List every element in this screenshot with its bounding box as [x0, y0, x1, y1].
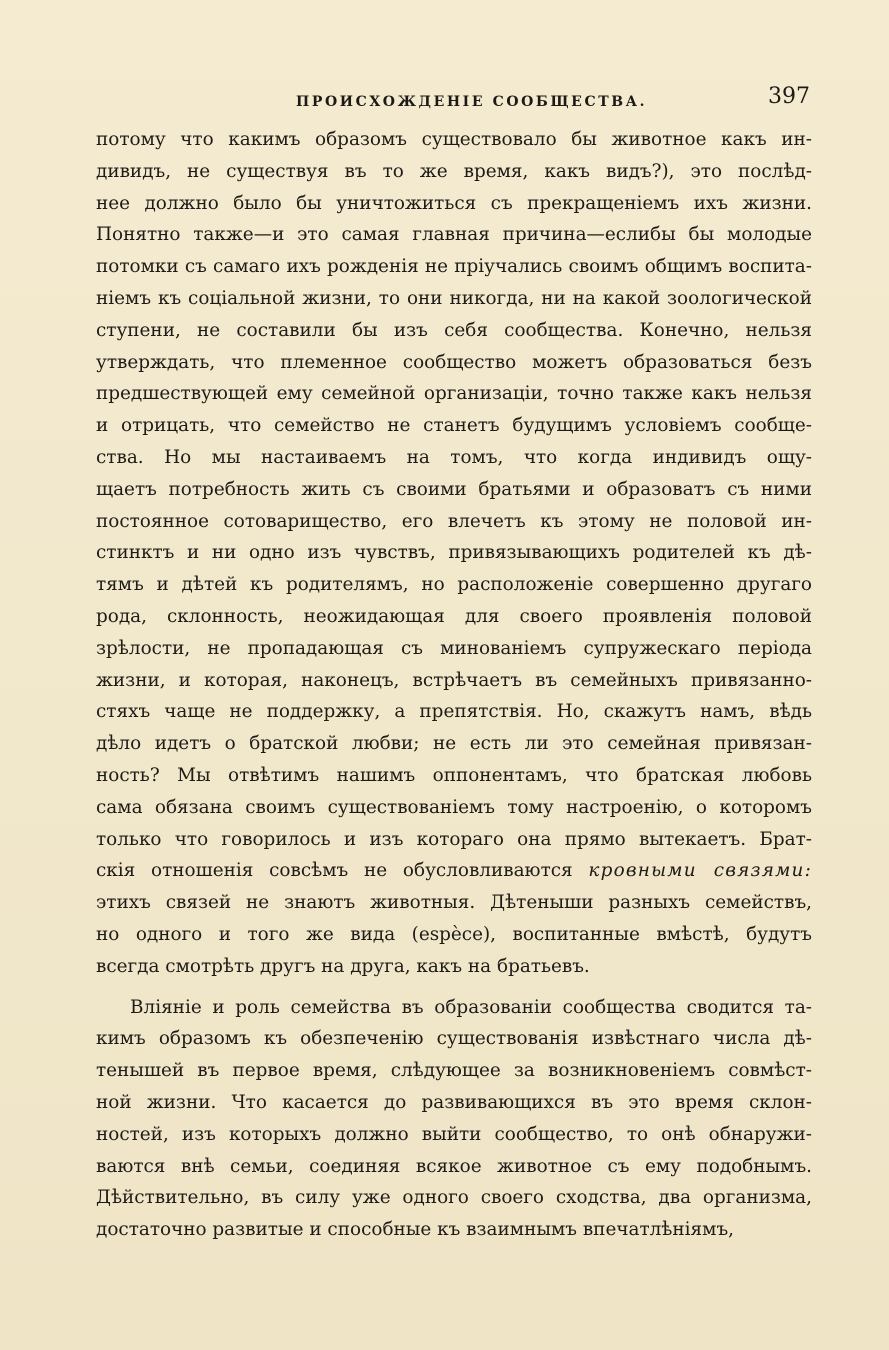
line-text: утверждать, что племенное сообщество можетъ образоваться безъ [96, 351, 812, 373]
paragraph-gap [96, 983, 812, 992]
text-line [96, 728, 812, 760]
running-title: ПРОИСХОЖДЕНІЕ СООБЩЕСТВА. [296, 94, 648, 110]
text-line [96, 410, 812, 442]
text-line [96, 992, 812, 1024]
line-text: всегда смотрѣть другъ на друга, какъ на братьевъ. [96, 955, 590, 977]
line-text: ступени, не составили бы изъ себя сообщества. Конечно, нельзя [96, 319, 812, 341]
line-text: потому что какимъ образомъ существовало бы животное какъ ин- [96, 129, 812, 150]
text-line [96, 1087, 812, 1119]
text-line [96, 124, 812, 156]
line-text: этихъ связей не знаютъ животныя. Дѣтеныши разныхъ семействъ, [96, 892, 812, 914]
text-line [96, 219, 812, 251]
line-text: Понятно также—и это самая главная причина—еслибы бы молодые [96, 224, 812, 246]
page-header [96, 84, 812, 116]
text-line [96, 951, 812, 983]
text-line [96, 378, 812, 410]
text-line [96, 1182, 812, 1214]
line-text: ства. Но мы настаиваемъ на томъ, что когда индивидъ ощу- [96, 446, 812, 468]
line-text: постоянное сотоварищество, его влечетъ къ этому не половой ин- [96, 510, 812, 532]
line-text: достаточно развитые и способные къ взаимнымъ впечатлѣніямъ, [96, 1219, 734, 1241]
text-line [96, 474, 812, 506]
line-text: дѣло идетъ о братской любви; не есть ли это семейная привязан- [96, 733, 812, 755]
line-text: тенышей въ первое время, слѣдующее за возникновеніемъ совмѣст- [96, 1060, 812, 1082]
text-line [96, 855, 812, 887]
page-number: 397 [768, 84, 810, 109]
line-text: нее должно было бы уничтожиться съ прекращеніемъ ихъ жизни. [96, 192, 812, 214]
line-text: ваются внѣ семьи, соединяя всякое животное съ ему подобнымъ. [96, 1155, 812, 1177]
line-text: предшествующей ему семейной организаціи, точно также какъ нельзя [96, 383, 812, 405]
paragraph [96, 992, 812, 1246]
line-text: потомки съ самаго ихъ рожденія не пріучались своимъ общимъ воспита- [96, 256, 812, 278]
line-text: ностей, изъ которыхъ должно выйти сообщество, то онѣ обнаружи- [96, 1123, 812, 1145]
line-text: сама обязана своимъ существованіемъ тому настроенію, о которомъ [96, 796, 812, 818]
text-line [96, 1151, 812, 1183]
text-line [96, 283, 812, 315]
line-text: Дѣйствительно, въ силу уже одного своего сходства, два организма, [96, 1187, 812, 1209]
text-line [96, 1119, 812, 1151]
line-text: только что говорилось и изъ котораго она прямо вытекаетъ. Брат- [96, 828, 812, 850]
line-text: Вліяніе и роль семейства въ образованіи сообщества сводится та- [130, 996, 812, 1018]
text-line [96, 347, 812, 379]
text-line [96, 537, 812, 569]
line-text: дивидъ, не существуя въ то же время, какъ видъ?), это послѣд- [96, 160, 812, 182]
text-line [96, 1214, 812, 1246]
line-text: ніемъ къ соціальной жизни, то они никогда, ни на какой зоологической [96, 287, 812, 309]
line-text: ной жизни. Что касается до развивающихся въ это время склон- [96, 1091, 812, 1113]
text-line [96, 919, 812, 951]
text-line [96, 442, 812, 474]
text-line [96, 1055, 812, 1087]
line-text: тямъ и дѣтей къ родителямъ, но расположеніе совершенно другаго [96, 574, 812, 596]
text-line [96, 792, 812, 824]
line-text: жизни, и которая, наконецъ, встрѣчаетъ въ семейныхъ привязанно- [96, 669, 812, 691]
line-text: зрѣлости, не пропадающая съ минованіемъ супружескаго періода [96, 637, 812, 659]
text-line [96, 887, 812, 919]
text-line [96, 251, 812, 283]
text-line [96, 633, 812, 665]
line-text: рода, склонность, неожидающая для своего проявленія половой [96, 605, 812, 627]
text-line [96, 569, 812, 601]
text-line [96, 1023, 812, 1055]
line-text: стинктъ и ни одно изъ чувствъ, привязывающихъ родителей къ дѣ- [96, 542, 812, 564]
text-line [96, 665, 812, 697]
line-text: кимъ образомъ къ обезпеченію существованія извѣстнаго числа дѣ- [96, 1028, 812, 1050]
line-text: ность? Мы отвѣтимъ нашимъ оппонентамъ, что братская любовь [96, 764, 812, 786]
text-line [96, 156, 812, 188]
paragraph [96, 124, 812, 983]
text-line [96, 315, 812, 347]
text-line [96, 506, 812, 538]
text-line [96, 696, 812, 728]
body-text [96, 124, 812, 1246]
line-text: но одного и того же вида (espèce), воспитанные вмѣстѣ, будутъ [96, 923, 812, 945]
text-line [96, 188, 812, 220]
text-line [96, 824, 812, 856]
italic-emphasis: кровными связями: [588, 860, 812, 882]
text-line [96, 601, 812, 633]
line-text: щаетъ потребность жить съ своими братьями и образоватъ съ ними [96, 478, 812, 500]
line-text: скія отношенія совсѣмъ не обусловливаются [96, 860, 589, 882]
line-text: стяхъ чаще не поддержку, а препятствія. Но, скажутъ намъ, вѣдь [96, 701, 812, 723]
paragraphs [96, 124, 812, 1246]
text-line [96, 760, 812, 792]
line-text: и отрицать, что семейство не станетъ будущимъ условіемъ сообще- [96, 415, 812, 437]
